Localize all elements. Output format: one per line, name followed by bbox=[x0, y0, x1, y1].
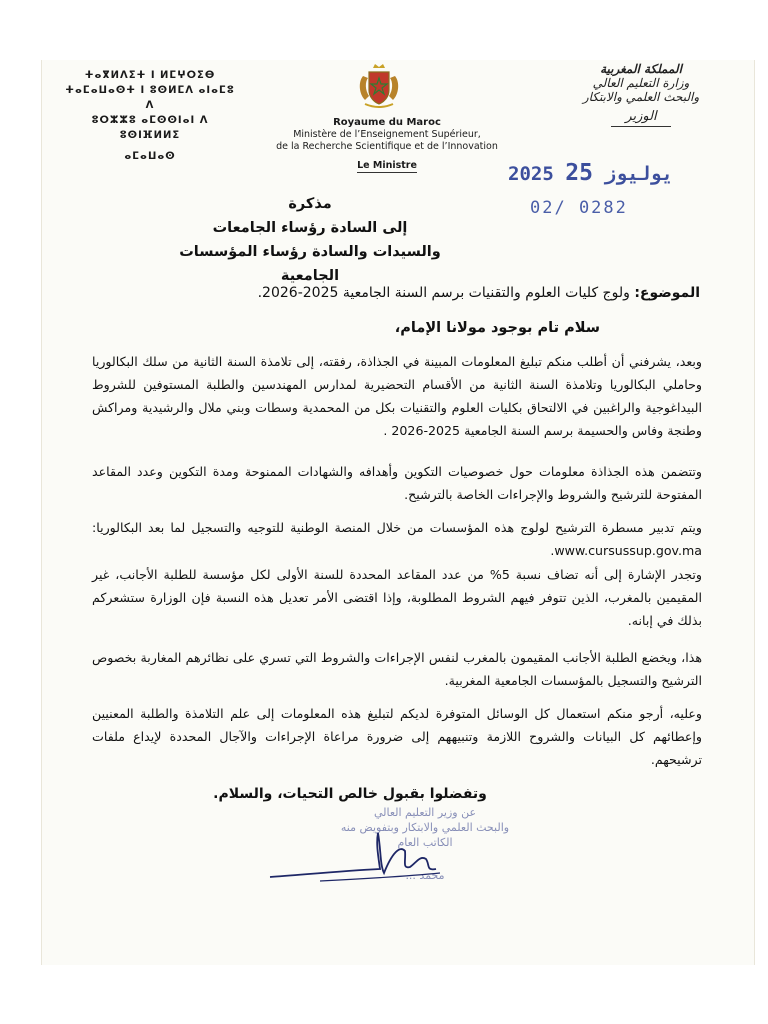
header-tifinagh-block bbox=[60, 68, 240, 164]
tifinagh-line-2: ⵜⴰⵎⴰⵡⴰⵙⵜ ⵏ ⵓⵙⵍⵎⴷ ⴰⵏⴰⵎⵓ ⴷ bbox=[65, 85, 235, 111]
ministry-line-2: de la Recherche Scientifique et de l’Innovation bbox=[276, 141, 498, 152]
paragraph-6: وعليه، أرجو منكم استعمال كل الوسائل المتوفرة لديكم لتبليغ هذه المعلومات إلى علم التلامذة والطلبة المعنيين وإعطائهم كل البيانات والشروح اللازمة وتنبيههم إلى ضرورة مراعاة الإجراءات والآجال المحددة لإيداع ملفات ترشيحهم. bbox=[92, 706, 702, 767]
handwritten-signature bbox=[260, 805, 550, 905]
date-stamp bbox=[508, 160, 673, 186]
signature-stamp-line-2: والبحث العلمي والابتكار وبتفويض منه bbox=[340, 821, 510, 834]
signature-stamp-line-1: عن وزير التعليم العالي bbox=[373, 806, 477, 819]
ministry-name-ar-1: وزارة التعليم العالي bbox=[592, 76, 690, 90]
header-french-block bbox=[252, 116, 522, 173]
paragraph-1: وبعد، يشرفني أن أطلب منكم تبليغ المعلومات المبينة في الجذاذة، رفقته، إلى تلامذة السنة الثانية من سلك البكالوريا وحاملي البكالوريا وتلامذة السنة الثانية من الأقسام التحضيرية لمدارس المهندسين والطلبة المستوفين للشروط البيداغوجية والراغبين في الالتحاق بكليات العلوم والتقنيات بكل من المحمدية وسطات وبني ملال والرشيدية ومراكش وطنجة وفاس والحسيمة برسم السنة الجامعية 2025-2026 . bbox=[92, 354, 702, 438]
paragraph-3: ويتم تدبير مسطرة الترشيح لولوج هذه المؤسسات من خلال المنصة الوطنية للتوجيه والتسجيل لما بعد البكالوريا: www.cursussup.gov.ma. bbox=[92, 520, 702, 558]
tifinagh-line-1: ⵜⴰⴳⵍⴷⵉⵜ ⵏ ⵍⵎⵖⵔⵉⴱ bbox=[84, 70, 216, 81]
kingdom-name-ar: المملكة المغربية bbox=[600, 62, 682, 76]
country-name: Royaume du Maroc bbox=[333, 117, 441, 128]
date-month: يوليوز bbox=[604, 163, 674, 185]
greeting: سلام تام بوجود مولانا الإمام، bbox=[394, 320, 600, 336]
ministry-name-ar-2: والبحث العلمي والابتكار bbox=[582, 90, 700, 104]
paragraph-2: وتتضمن هذه الجذاذة معلومات حول خصوصيات التكوين وأهدافه والشهادات الممنوحة ومدة التكوين وعدد المقاعد المفتوحة للترشيح والشروط والإجراءات الخاصة بالترشيح. bbox=[92, 464, 702, 502]
memo-type: مذكرة bbox=[288, 196, 332, 212]
signature-block bbox=[280, 805, 570, 905]
divider bbox=[611, 126, 671, 127]
ministry-line-1: Ministère de l’Enseignement Supérieur, bbox=[293, 129, 481, 140]
date-day: 25 bbox=[565, 160, 593, 186]
closing-formula: وتفضلوا بقبول خالص التحيات، والسلام. bbox=[213, 786, 487, 802]
reference-number-stamp: 02/ 0282 bbox=[530, 198, 628, 218]
date-year: 2025 bbox=[508, 163, 554, 185]
paragraph-4: وتجدر الإشارة إلى أنه تضاف نسبة 5% من عدد المقاعد المحددة للسنة الأولى لكل مؤسسة للطلبة الأجانب، غير المقيمين بالمغرب، الذين تتوفر فيهم الشروط المطلوبة، وإذا اقتضى الأمر تعديل هذه النسبة فإن الوزارة ستشعركم بذلك في إبانه. bbox=[92, 567, 702, 628]
tifinagh-line-4: ⴰⵎⴰⵡⴰⵙ bbox=[124, 151, 176, 162]
subject-label: الموضوع: bbox=[634, 285, 700, 301]
signature-stamp-line-3: الكاتب العام bbox=[397, 836, 453, 849]
memo-subject bbox=[100, 285, 700, 301]
subject-text: ولوج كليات العلوم والتقنيات برسم السنة الجامعية 2025-2026. bbox=[257, 285, 635, 301]
office-title: Le Ministre bbox=[357, 160, 417, 171]
memo-recipient-2: والسيدات والسادة رؤساء المؤسسات الجامعية bbox=[179, 244, 441, 284]
moroccan-coat-of-arms-icon bbox=[355, 62, 403, 110]
header-arabic-block bbox=[566, 62, 716, 127]
signature-stamp-line-4: محمد ... bbox=[405, 869, 445, 882]
paragraph-5: هذا، ويخضع الطلبة الأجانب المقيمون بالمغرب لنفس الإجراءات والشروط التي تسري على نظائرهم المغاربة بخصوص الترشيح والتسجيل بالمؤسسات الجامعية المغربية. bbox=[92, 650, 702, 688]
tifinagh-line-3: ⵓⵔⵣⵣⵓ ⴰⵎⵙⵙⵏⴰⵏ ⴷ ⵓⵙⵏⴼⵍⵍⵉ bbox=[91, 115, 209, 141]
minister-title-ar: الوزير bbox=[625, 109, 657, 124]
memo-address-block bbox=[150, 192, 470, 288]
memo-recipient-1: إلى السادة رؤساء الجامعات bbox=[212, 220, 408, 236]
